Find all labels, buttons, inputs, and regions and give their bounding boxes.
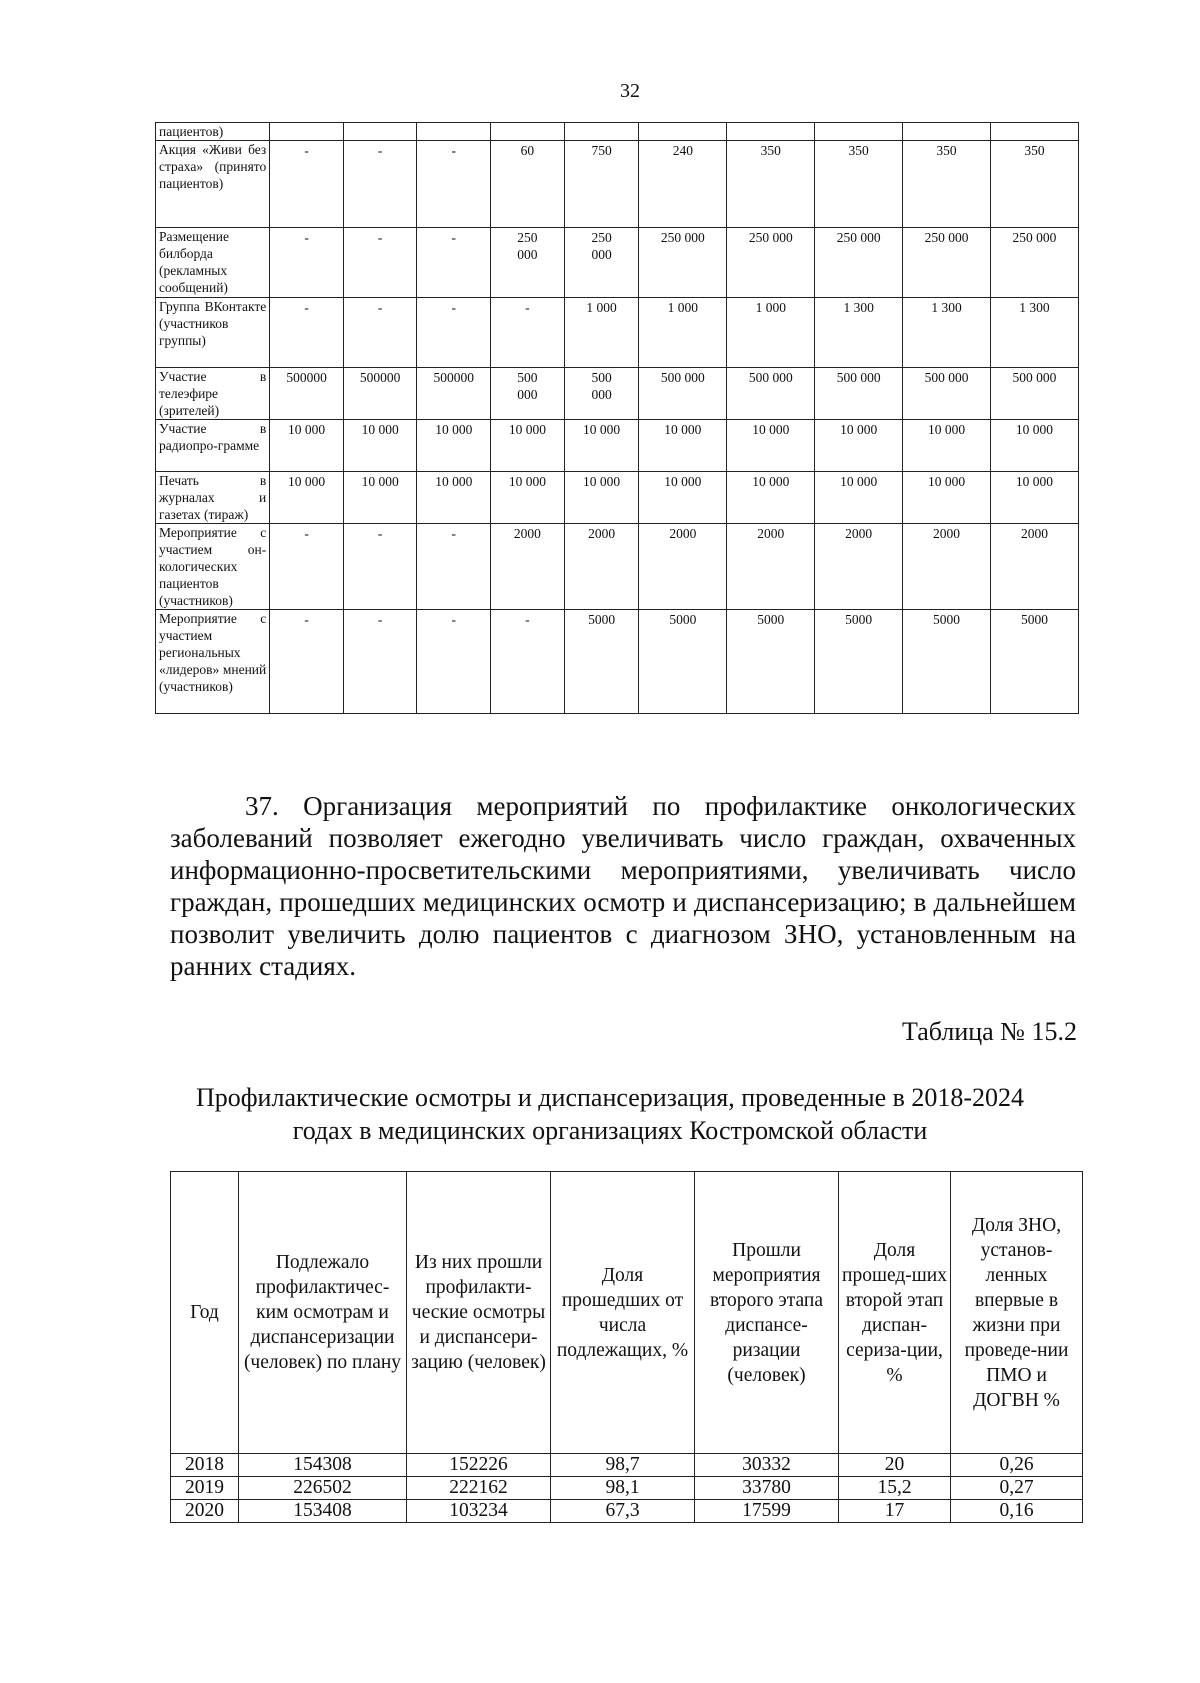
table-header-row	[171, 1172, 1083, 1454]
table-cell: 1 300	[815, 298, 903, 368]
table-cell: -	[270, 298, 344, 368]
column-header: Доля ЗНО, установ-ленных впервые в жизни при проведе-нии ПМО и ДОГВН %	[951, 1172, 1083, 1454]
table-row	[171, 1454, 1083, 1477]
table-cell: 500 000	[491, 368, 565, 420]
row-label: Мероприятие с участием он-кологических пациентов (участников)	[156, 524, 270, 610]
table-cell: -	[343, 298, 417, 368]
table-cell: -	[343, 610, 417, 714]
row-label: Мероприятие с участием региональных «лидеров» мнений (участников)	[156, 610, 270, 714]
table-cell: 2020	[171, 1500, 239, 1523]
table-row	[156, 610, 1079, 714]
table-cell: 33780	[695, 1477, 839, 1500]
table-cell: 10 000	[564, 420, 639, 472]
table-cell: 10 000	[270, 472, 344, 524]
table-cell	[564, 123, 639, 141]
table-cell	[727, 123, 815, 141]
table-cell: 350	[815, 141, 903, 228]
table-row	[156, 472, 1079, 524]
table-cell: 350	[727, 141, 815, 228]
table-cell	[639, 123, 727, 141]
table-cell: 5000	[727, 610, 815, 714]
table-cell: 10 000	[564, 472, 639, 524]
table-cell: 10 000	[417, 472, 491, 524]
table-cell: -	[270, 141, 344, 228]
column-header: Доля прошедших от числа подлежащих, %	[551, 1172, 695, 1454]
table-cell: 250 000	[815, 228, 903, 298]
column-header: Из них прошли профилакти-ческие осмотры и диспансери-зацию (человек)	[407, 1172, 551, 1454]
table-cell: -	[417, 141, 491, 228]
table-cell: -	[417, 524, 491, 610]
table-cell: 10 000	[903, 472, 991, 524]
table-cell: -	[270, 524, 344, 610]
table-cell: 2000	[990, 524, 1078, 610]
table-cell: 10 000	[727, 420, 815, 472]
table-cell: 1 300	[990, 298, 1078, 368]
table-cell	[491, 123, 565, 141]
table-cell: 250 000	[903, 228, 991, 298]
table-cell: -	[343, 141, 417, 228]
table-cell: -	[491, 298, 565, 368]
table-cell: 240	[639, 141, 727, 228]
table-cell: 10 000	[727, 472, 815, 524]
table-cell: 5000	[564, 610, 639, 714]
table-row	[171, 1477, 1083, 1500]
table-cell: 2000	[727, 524, 815, 610]
table-row	[156, 123, 1079, 141]
table-cell: 500000	[270, 368, 344, 420]
table-cell: 10 000	[491, 472, 565, 524]
table-cell: 154308	[239, 1454, 407, 1477]
column-header: Прошли мероприятия второго этапа диспансе-ризации (человек)	[695, 1172, 839, 1454]
table-cell: 2000	[639, 524, 727, 610]
table-cell: пациентов)	[156, 123, 270, 141]
table-cell	[417, 123, 491, 141]
table-cell: 250 000	[727, 228, 815, 298]
table-cell: 0,27	[951, 1477, 1083, 1500]
table-cell: 10 000	[815, 420, 903, 472]
table-cell	[343, 123, 417, 141]
table-cell: -	[270, 610, 344, 714]
row-label: Размещение билборда (рекламных сообщений)	[156, 228, 270, 298]
table-cell: 500 000	[990, 368, 1078, 420]
table-cell: 500 000	[815, 368, 903, 420]
table-cell: 2019	[171, 1477, 239, 1500]
table-cell: 0,16	[951, 1500, 1083, 1523]
table-row	[156, 141, 1079, 228]
table-cell: -	[270, 228, 344, 298]
table-cell: 500 000	[903, 368, 991, 420]
table-cell: 10 000	[815, 472, 903, 524]
table-cell: 17	[839, 1500, 951, 1523]
table-cell: 1 000	[564, 298, 639, 368]
table-cell: 98,7	[551, 1454, 695, 1477]
table-cell: 0,26	[951, 1454, 1083, 1477]
table-cell: 2018	[171, 1454, 239, 1477]
table-cell: 500 000	[639, 368, 727, 420]
table-cell: 500 000	[564, 368, 639, 420]
table-cell: 67,3	[551, 1500, 695, 1523]
table-cell: 350	[990, 141, 1078, 228]
table-row	[156, 228, 1079, 298]
table-cell: 500000	[343, 368, 417, 420]
row-label: Участие в телеэфире (зрителей)	[156, 368, 270, 420]
table-row	[156, 420, 1079, 472]
table-cell	[815, 123, 903, 141]
outreach-activities-table	[155, 122, 1079, 714]
table-title	[140, 1081, 1080, 1147]
table-cell: 5000	[990, 610, 1078, 714]
table-cell: 10 000	[639, 472, 727, 524]
table-title-line-2: годах в медицинских организациях Костромской области	[292, 1116, 928, 1145]
table-number: Таблица № 15.2	[901, 1017, 1077, 1046]
table-cell: 500000	[417, 368, 491, 420]
table-cell: -	[343, 228, 417, 298]
table-cell: 15,2	[839, 1477, 951, 1500]
table-cell: 250 000	[639, 228, 727, 298]
table-cell: 1 000	[727, 298, 815, 368]
table-cell: 750	[564, 141, 639, 228]
table-cell: -	[343, 524, 417, 610]
table-cell: -	[417, 610, 491, 714]
table-cell: 250 000	[990, 228, 1078, 298]
screening-table	[170, 1171, 1083, 1523]
table-cell: 17599	[695, 1500, 839, 1523]
table-cell	[990, 123, 1078, 141]
table-cell: 153408	[239, 1500, 407, 1523]
table-cell	[270, 123, 344, 141]
table-cell: -	[417, 228, 491, 298]
table-cell: 5000	[639, 610, 727, 714]
page-number: 32	[620, 80, 640, 102]
row-label: Акция «Живи без страха» (принято пациентов)	[156, 141, 270, 228]
table-cell: -	[417, 298, 491, 368]
table-cell: 250 000	[491, 228, 565, 298]
table-cell: 350	[903, 141, 991, 228]
table-cell: 2000	[815, 524, 903, 610]
table-cell: 1 000	[639, 298, 727, 368]
table-cell: 20	[839, 1454, 951, 1477]
table-cell: 10 000	[343, 420, 417, 472]
table-cell: -	[491, 610, 565, 714]
table-cell: 10 000	[417, 420, 491, 472]
row-label: Группа ВКонтакте (участников группы)	[156, 298, 270, 368]
table-cell: 10 000	[639, 420, 727, 472]
table-cell: 226502	[239, 1477, 407, 1500]
table-cell: 2000	[564, 524, 639, 610]
table-row	[171, 1500, 1083, 1523]
table-cell: 103234	[407, 1500, 551, 1523]
table-cell: 30332	[695, 1454, 839, 1477]
row-label: Участие в радиопро-грамме	[156, 420, 270, 472]
table-cell: 500 000	[727, 368, 815, 420]
table-cell: 98,1	[551, 1477, 695, 1500]
table-cell: 2000	[903, 524, 991, 610]
table-cell: 10 000	[990, 472, 1078, 524]
table-cell: 10 000	[491, 420, 565, 472]
row-label: Печать в журналах и газетах (тираж)	[156, 472, 270, 524]
table-cell: 152226	[407, 1454, 551, 1477]
paragraph-37: 37. Организация мероприятий по профилактике онкологических заболеваний позволяет ежегодно увеличивать число граждан, охваченных информационно-просветительскими мероприятиями, увеличивать число граждан, прошедших медицинских осмотр и диспансеризацию; в дальнейшем позволит увеличить долю пациентов с диагнозом ЗНО, установленным на ранних стадиях.	[170, 791, 1076, 981]
table-cell: 2000	[491, 524, 565, 610]
table-row	[156, 298, 1079, 368]
table-cell: 10 000	[903, 420, 991, 472]
table-cell: 10 000	[270, 420, 344, 472]
table-cell: 5000	[815, 610, 903, 714]
table-cell	[903, 123, 991, 141]
table-cell: 1 300	[903, 298, 991, 368]
table-cell: 250 000	[564, 228, 639, 298]
table-cell: 5000	[903, 610, 991, 714]
table-cell: 10 000	[343, 472, 417, 524]
table-title-line-1: Профилактические осмотры и диспансеризация, проведенные в 2018-2024	[195, 1083, 1025, 1112]
table-cell: 60	[491, 141, 565, 228]
table-row	[156, 368, 1079, 420]
column-header: Год	[171, 1172, 239, 1454]
column-header: Подлежало профилактичес-ким осмотрам и диспансеризации (человек) по плану	[239, 1172, 407, 1454]
table-cell: 10 000	[990, 420, 1078, 472]
table-cell: 222162	[407, 1477, 551, 1500]
table-row	[156, 524, 1079, 610]
column-header: Доля прошед-ших второй этап диспан-сериза-ции, %	[839, 1172, 951, 1454]
